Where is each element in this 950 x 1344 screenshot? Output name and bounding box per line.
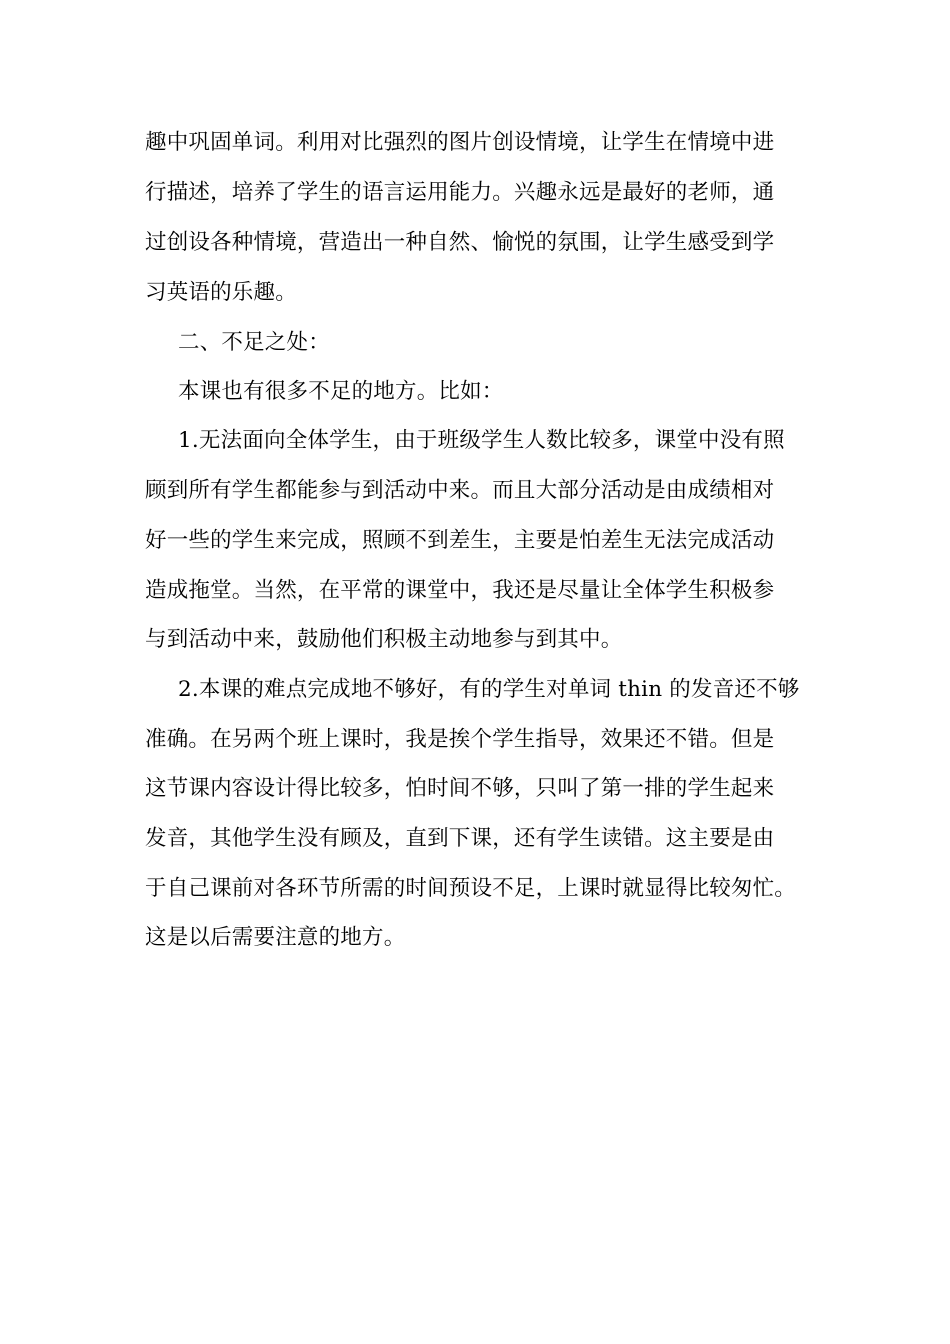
- point-1-line-4: 造成拖堂。当然，在平常的课堂中，我还是尽量让全体学生积极参: [145, 578, 775, 603]
- paragraph-1-line-3: 过创设各种情境，营造出一种自然、愉悦的氛围，让学生感受到学: [145, 230, 775, 255]
- point-1-line-5: 与到活动中来，鼓励他们积极主动地参与到其中。: [145, 627, 623, 652]
- section-heading: 二、不足之处：: [178, 330, 330, 355]
- point-1-line-2: 顾到所有学生都能参与到活动中来。而且大部分活动是由成绩相对: [145, 478, 775, 503]
- point-2-line-5: 于自己课前对各环节所需的时间预设不足，上课时就显得比较匆忙。: [145, 876, 797, 901]
- point-2-line-6: 这是以后需要注意的地方。: [145, 925, 406, 950]
- point-2-line-3: 这节课内容设计得比较多，怕时间不够，只叫了第一排的学生起来: [145, 776, 775, 801]
- point-2-line-1: 2.本课的难点完成地不够好，有的学生对单词 thin 的发音还不够: [178, 677, 800, 702]
- paragraph-1-line-2: 行描述，培养了学生的语言运用能力。兴趣永远是最好的老师，通: [145, 180, 775, 205]
- intro-text: 本课也有很多不足的地方。比如：: [178, 379, 504, 404]
- point-1-line-1: 1.无法面向全体学生，由于班级学生人数比较多，课堂中没有照: [178, 428, 785, 453]
- paragraph-1-line-4: 习英语的乐趣。: [145, 280, 297, 305]
- point-1-line-3: 好一些的学生来完成，照顾不到差生，主要是怕差生无法完成活动: [145, 528, 775, 553]
- point-2-line-4: 发音，其他学生没有顾及，直到下课，还有学生读错。这主要是由: [145, 826, 775, 851]
- paragraph-1-line-1: 趣中巩固单词。利用对比强烈的图片创设情境，让学生在情境中进: [145, 130, 775, 155]
- point-2-line-2: 准确。在另两个班上课时，我是挨个学生指导，效果还不错。但是: [145, 727, 775, 752]
